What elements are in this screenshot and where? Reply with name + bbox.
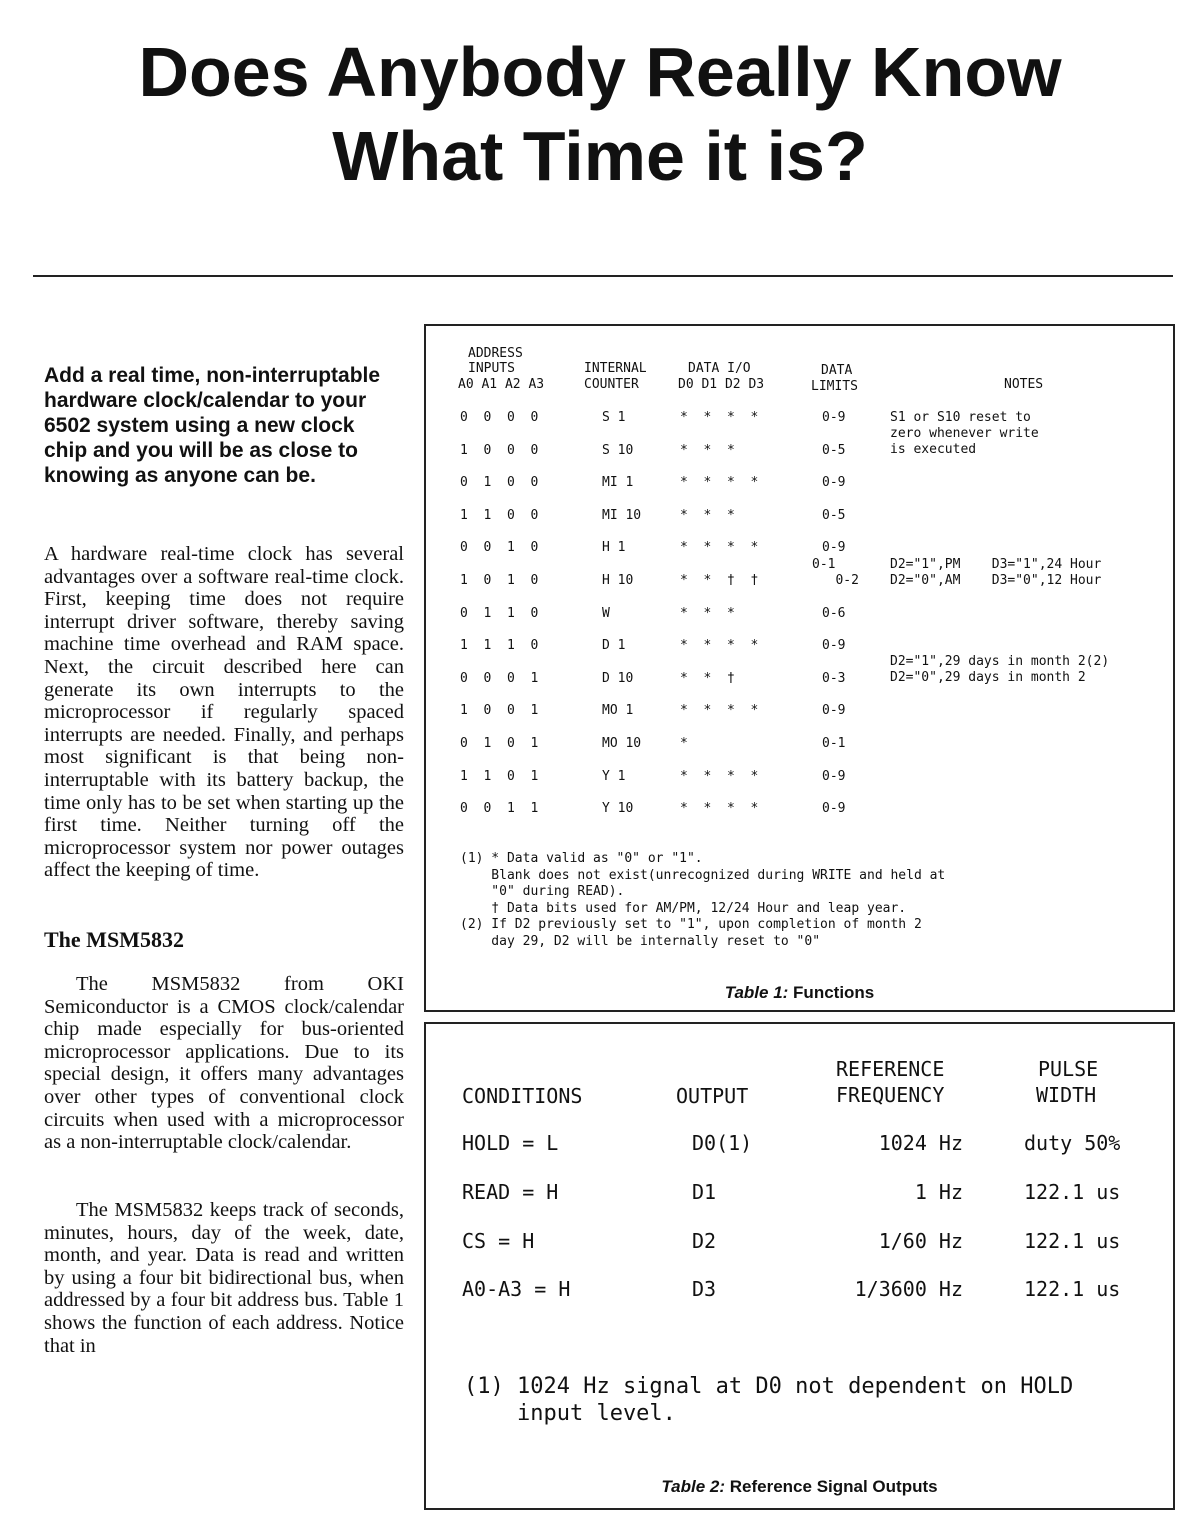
counter-cell: MI 1 bbox=[602, 475, 634, 491]
counter-cell: W bbox=[602, 605, 610, 621]
counter-cell: S 1 bbox=[602, 410, 626, 425]
title-line-1: Does Anybody Really Know bbox=[138, 33, 1062, 111]
header-address-2: INPUTS bbox=[468, 361, 515, 376]
condition-cell: READ = H bbox=[462, 1180, 559, 1204]
condition-cell: HOLD = L bbox=[462, 1131, 559, 1155]
pulse-width-cell: 122.1 us bbox=[1024, 1229, 1121, 1253]
header-reference-2: FREQUENCY bbox=[836, 1083, 945, 1107]
data-bits-cell: * * † † bbox=[680, 573, 759, 588]
table-1-footnotes: (1) * Data valid as "0" or "1". Blank does not exist(unrecognized during WRITE and held at "0" during READ). † Data bits used for AM/PM, 12/24 Hour and leap year. (2) If D2 previously set to "1", upon completion of month 2 day 29, D2 will be internally reset to "0" bbox=[460, 851, 946, 949]
header-pulse-1: PULSE bbox=[1038, 1057, 1099, 1081]
data-bits-cell: * * * * bbox=[680, 410, 759, 425]
data-bits-cell: * * * bbox=[680, 507, 735, 523]
header-conditions: CONDITIONS bbox=[462, 1084, 583, 1108]
header-pulse-2: WIDTH bbox=[1036, 1083, 1097, 1107]
condition-cell: CS = H bbox=[462, 1229, 535, 1253]
address-cell: 1 0 0 1 bbox=[460, 703, 539, 719]
data-bits-cell: * * * * bbox=[680, 703, 759, 719]
limits-cell: 0-9 bbox=[822, 410, 846, 425]
limits-cell: 0-9 bbox=[822, 540, 846, 556]
limits-cell: 0-1 0-2 bbox=[812, 557, 859, 588]
counter-cell: D 1 bbox=[602, 638, 626, 654]
data-bits-cell: * * * * bbox=[680, 475, 759, 491]
header-counter-1: INTERNAL bbox=[584, 361, 647, 376]
data-bits-cell: * * * bbox=[680, 442, 735, 458]
table-2-reference-signal-outputs bbox=[424, 1022, 1175, 1510]
counter-cell: H 10 bbox=[602, 573, 634, 588]
limits-cell: 0-9 bbox=[822, 768, 846, 784]
title-line-2: What Time it is? bbox=[332, 117, 868, 195]
address-cell: 0 1 0 1 bbox=[460, 736, 539, 751]
section-heading: The MSM5832 bbox=[44, 927, 184, 952]
lead-paragraph: Add a real time, non-interruptable hardware clock/calendar to your 6502 system using a new clock chip and you will be as close to knowing as anyone can be. bbox=[44, 364, 381, 487]
header-data-1: DATA I/O bbox=[688, 361, 751, 376]
header-address-1: ADDRESS bbox=[468, 346, 523, 361]
note-leap-year: D2="1",29 days in month 2(2) D2="0",29 days in month 2 bbox=[890, 654, 1110, 685]
output-cell: D0(1) bbox=[692, 1131, 753, 1155]
table-2-note: (1) 1024 Hz signal at D0 not dependent on HOLD input level. bbox=[464, 1374, 1074, 1426]
address-cell: 0 0 0 0 bbox=[460, 410, 539, 425]
body-paragraph-1: A hardware real-time clock has several advantages over a software real-time clock. First, keeping time does not require interrupt driver software, thereby saving machine time overhead and RAM space. Next, the circuit described here can generate its own interrupts to the microprocessor if regularly spaced interrupts are needed. Finally, and perhaps most significant is that being non-interruptable with its battery backup, the time only has to be set when starting up the first time. Neither turning off the microprocessor system nor power outages affect the keeping of time. bbox=[44, 543, 404, 882]
data-bits-cell: * bbox=[680, 736, 688, 751]
limits-cell: 0-9 bbox=[822, 475, 846, 491]
data-bits-cell: * * * * bbox=[680, 638, 759, 654]
note-am-pm: D2="1",PM D3="1",24 Hour D2="0",AM D3="0",12 Hour bbox=[890, 557, 1102, 588]
limits-cell: 0-9 bbox=[822, 638, 846, 654]
counter-cell: MI 10 bbox=[602, 507, 642, 523]
limits-cell: 0-9 bbox=[822, 703, 846, 719]
counter-cell: Y 1 bbox=[602, 768, 626, 784]
limits-cell: 0-9 bbox=[822, 801, 846, 817]
limits-cell: 0-1 bbox=[822, 736, 846, 751]
address-cell: 1 0 1 0 bbox=[460, 573, 539, 588]
data-bits-cell: * * * bbox=[680, 605, 735, 621]
output-cell: D2 bbox=[692, 1229, 717, 1253]
frequency-cell: 1/60 Hz bbox=[878, 1229, 963, 1253]
caption-label: Table 1: bbox=[724, 983, 789, 1002]
counter-cell: S 10 bbox=[602, 442, 634, 458]
data-bits-cell: * * † bbox=[680, 670, 735, 686]
limits-cell: 0-5 bbox=[822, 442, 846, 458]
frequency-cell: 1024 Hz bbox=[878, 1131, 963, 1155]
table-1-functions bbox=[424, 324, 1175, 1012]
caption-text: Functions bbox=[788, 983, 875, 1002]
counter-cell: Y 10 bbox=[602, 801, 634, 817]
table-2-caption bbox=[426, 1477, 1173, 1497]
article-title bbox=[0, 30, 1200, 198]
caption-text: Reference Signal Outputs bbox=[725, 1477, 938, 1496]
pulse-width-cell: duty 50% bbox=[1024, 1131, 1121, 1155]
data-bits-cell: * * * * bbox=[680, 768, 759, 784]
header-address-3: A0 A1 A2 A3 bbox=[458, 377, 545, 392]
header-counter-2: COUNTER bbox=[584, 377, 639, 392]
header-reference-1: REFERENCE bbox=[836, 1057, 945, 1081]
limits-cell: 0-6 bbox=[822, 605, 846, 621]
header-notes: NOTES bbox=[1004, 377, 1044, 392]
frequency-cell: 1/3600 Hz bbox=[854, 1277, 963, 1301]
address-cell: 1 1 0 0 bbox=[460, 507, 539, 523]
pulse-width-cell: 122.1 us bbox=[1024, 1277, 1121, 1301]
limits-cell: 0-5 bbox=[822, 507, 846, 523]
address-cell: 0 1 1 0 bbox=[460, 605, 539, 621]
body-paragraph-3: The MSM5832 keeps track of seconds, minutes, hours, day of the week, date, month, and year. Data is read and written by using a four bit bidirectional bus, when addressed by a four bit address bus. Table 1 shows the function of each address. Notice that in bbox=[44, 1199, 404, 1357]
output-cell: D3 bbox=[692, 1277, 717, 1301]
address-cell: 1 1 1 0 bbox=[460, 638, 539, 654]
address-cell: 0 1 0 0 bbox=[460, 475, 539, 491]
counter-cell: D 10 bbox=[602, 670, 634, 686]
limits-cell: 0-3 bbox=[822, 670, 846, 686]
address-cell: 1 0 0 0 bbox=[460, 442, 539, 458]
counter-cell: H 1 bbox=[602, 540, 626, 556]
caption-label: Table 2: bbox=[661, 1477, 726, 1496]
address-cell: 0 0 1 0 bbox=[460, 540, 539, 556]
pulse-width-cell: 122.1 us bbox=[1024, 1180, 1121, 1204]
address-cell: 1 1 0 1 bbox=[460, 768, 539, 784]
note-seconds-reset: S1 or S10 reset to zero whenever write is executed bbox=[890, 410, 1039, 457]
address-cell: 0 0 0 1 bbox=[460, 670, 539, 686]
body-paragraph-2: The MSM5832 from OKI Semiconductor is a CMOS clock/calendar chip made especially for bus-oriented microprocessor applications. Due to its special design, it offers many advantages over other types of conventional clock circuits when used with a microprocessor as a non-interruptable clock/calendar. bbox=[44, 973, 404, 1154]
data-bits-cell: * * * * bbox=[680, 540, 759, 556]
counter-cell: MO 10 bbox=[602, 736, 642, 751]
frequency-cell: 1 Hz bbox=[914, 1180, 963, 1204]
condition-cell: A0-A3 = H bbox=[462, 1277, 571, 1301]
header-output: OUTPUT bbox=[676, 1084, 749, 1108]
header-data-2: D0 D1 D2 D3 bbox=[678, 377, 765, 392]
data-bits-cell: * * * * bbox=[680, 801, 759, 817]
header-limits-2: LIMITS bbox=[811, 379, 858, 394]
header-limits-1: DATA bbox=[821, 363, 853, 378]
address-cell: 0 0 1 1 bbox=[460, 801, 539, 817]
title-divider bbox=[33, 275, 1173, 277]
table-1-caption bbox=[426, 983, 1173, 1003]
output-cell: D1 bbox=[692, 1180, 717, 1204]
counter-cell: MO 1 bbox=[602, 703, 634, 719]
